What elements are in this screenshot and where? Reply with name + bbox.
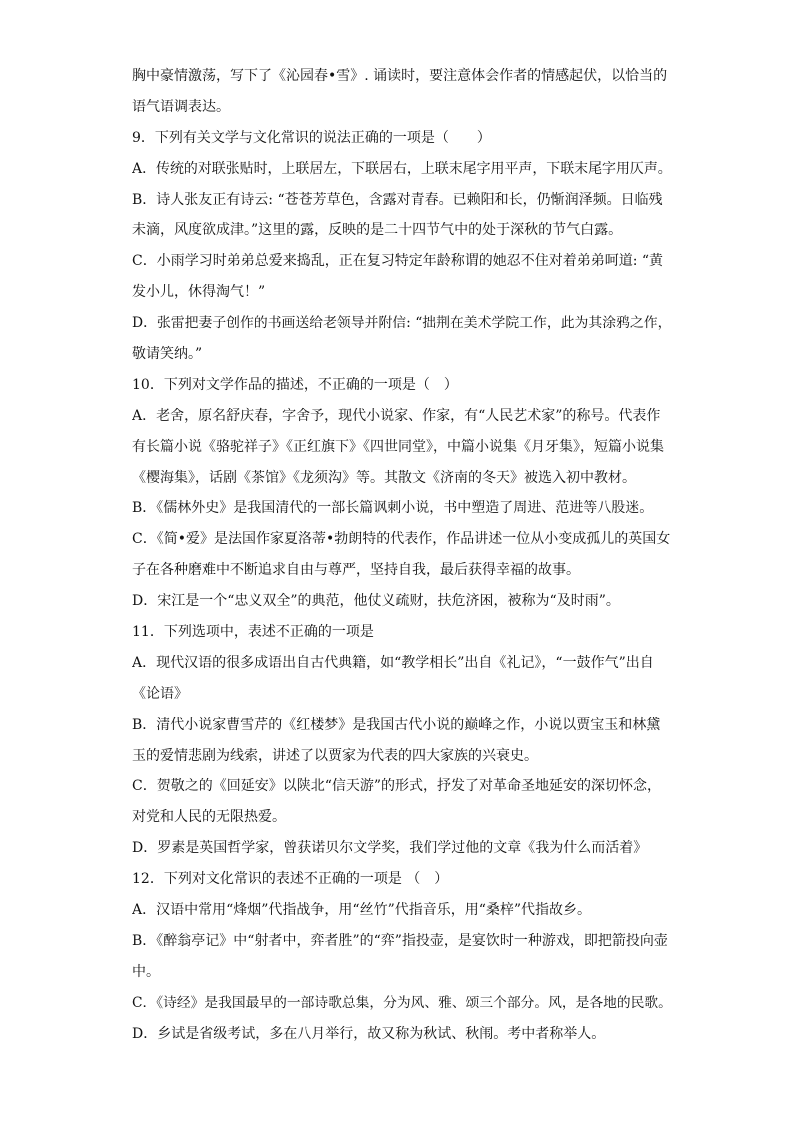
text-line: 9．下列有关文学与文化常识的说法正确的一项是（ ） [132,129,491,146]
text-line: C．《简•爱》是法国作家夏洛蒂•勃朗特的代表作，作品讲述一位从小变成孤儿的英国女 [132,531,671,548]
text-line: B．诗人张友正有诗云: “苍苍芳草色，含露对青春。已赖阳和长，仍惭润泽频。日临残 [132,191,663,208]
text-line: B．清代小说家曹雪芹的《红楼梦》是我国古代小说的巅峰之作，小说以贾宝玉和林黛 [132,716,661,733]
text-line: 《论语》 [132,685,188,702]
text-line: 胸中豪情激荡，写下了《沁园春•雪》. 诵读时，要注意体会作者的情感起伏，以恰当的 [132,68,668,84]
text-line: 12．下列对文化常识的表述不正确的一项是 （ ） [132,871,449,888]
text-line: A．老舍，原名舒庆春，字舍予，现代小说家、作家，有“人民艺术家”的称号。代表作 [132,407,661,424]
text-line: A．现代汉语的很多成语出自古代典籍，如“教学相长”出自《礼记》，“一鼓作气”出自 [132,654,654,671]
document-body [132,61,672,1050]
text-line: 子在各种磨难中不断追求自由与尊严，坚持自我，最后获得幸福的故事。 [132,562,580,579]
text-line: C．贺敬之的《回延安》以陕北“信天游”的形式，抒发了对革命圣地延安的深切怀念， [132,778,662,795]
text-line: 敬请笑纳。” [132,346,203,363]
text-line: 11．下列选项中，表述不正确的一项是 [132,624,374,641]
text-line: 《樱海集》，话剧《茶馆》《龙须沟》等。其散文《济南的冬天》被选入初中教材。 [132,469,636,486]
text-line: 未滴，风度欲成津。”这里的露，反映的是二十四节气中的处于深秋的节气白露。 [132,222,623,239]
text-line: 10．下列对文学作品的描述，不正确的一项是（ ） [132,376,458,393]
text-line: 语气语调表达。 [132,98,230,115]
text-line: C．《诗经》是我国最早的一部诗歌总集，分为风、雅、颂三个部分。风，是各地的民歌。 [132,994,672,1011]
text-line: B．《儒林外史》是我国清代的一部长篇讽刺小说，书中塑造了周进、范进等八股迷。 [132,500,654,517]
text-line: 发小儿，休得淘气！” [132,284,266,301]
text-line: A．传统的对联张贴时，上联居左，下联居右，上联末尾字用平声，下联末尾字用仄声。 [132,160,672,177]
text-line: D．罗素是英国哲学家，曾获诺贝尔文学奖，我们学过他的文章《我为什么而活着》 [132,840,648,857]
text-line: C．小雨学习时弟弟总爱来捣乱，正在复习特定年龄称谓的她忍不住对着弟弟呵道: “黄 [132,253,664,270]
text-line: D．张雷把妻子创作的书画送给老领导并附信: “拙荆在美术学院工作，此为其涂鸦之作， [132,315,672,332]
text-line: 对党和人民的无限热爱。 [132,809,286,826]
text-line: D．乡试是省级考试，多在八月举行，故又称为秋试、秋闱。考中者称举人。 [132,1025,606,1042]
text-line: D．宋江是一个“忠义双全”的典范，他仗义疏财，扶危济困，被称为“及时雨”。 [132,593,620,610]
text-line: B．《醉翁亭记》中“射者中，弈者胜”的“弈”指投壶，是宴饮时一种游戏，即把箭投向壶 [132,932,668,949]
text-line: A．汉语中常用“烽烟”代指战争，用“丝竹”代指音乐，用“桑梓”代指故乡。 [132,902,592,919]
text-line: 有长篇小说《骆驼祥子》《正红旗下》《四世同堂》，中篇小说集《月牙集》，短篇小说集 [132,438,664,455]
text-line: 中。 [132,963,160,980]
text-line: 玉的爱情悲剧为线索，讲述了以贾家为代表的四大家族的兴衰史。 [132,747,538,764]
